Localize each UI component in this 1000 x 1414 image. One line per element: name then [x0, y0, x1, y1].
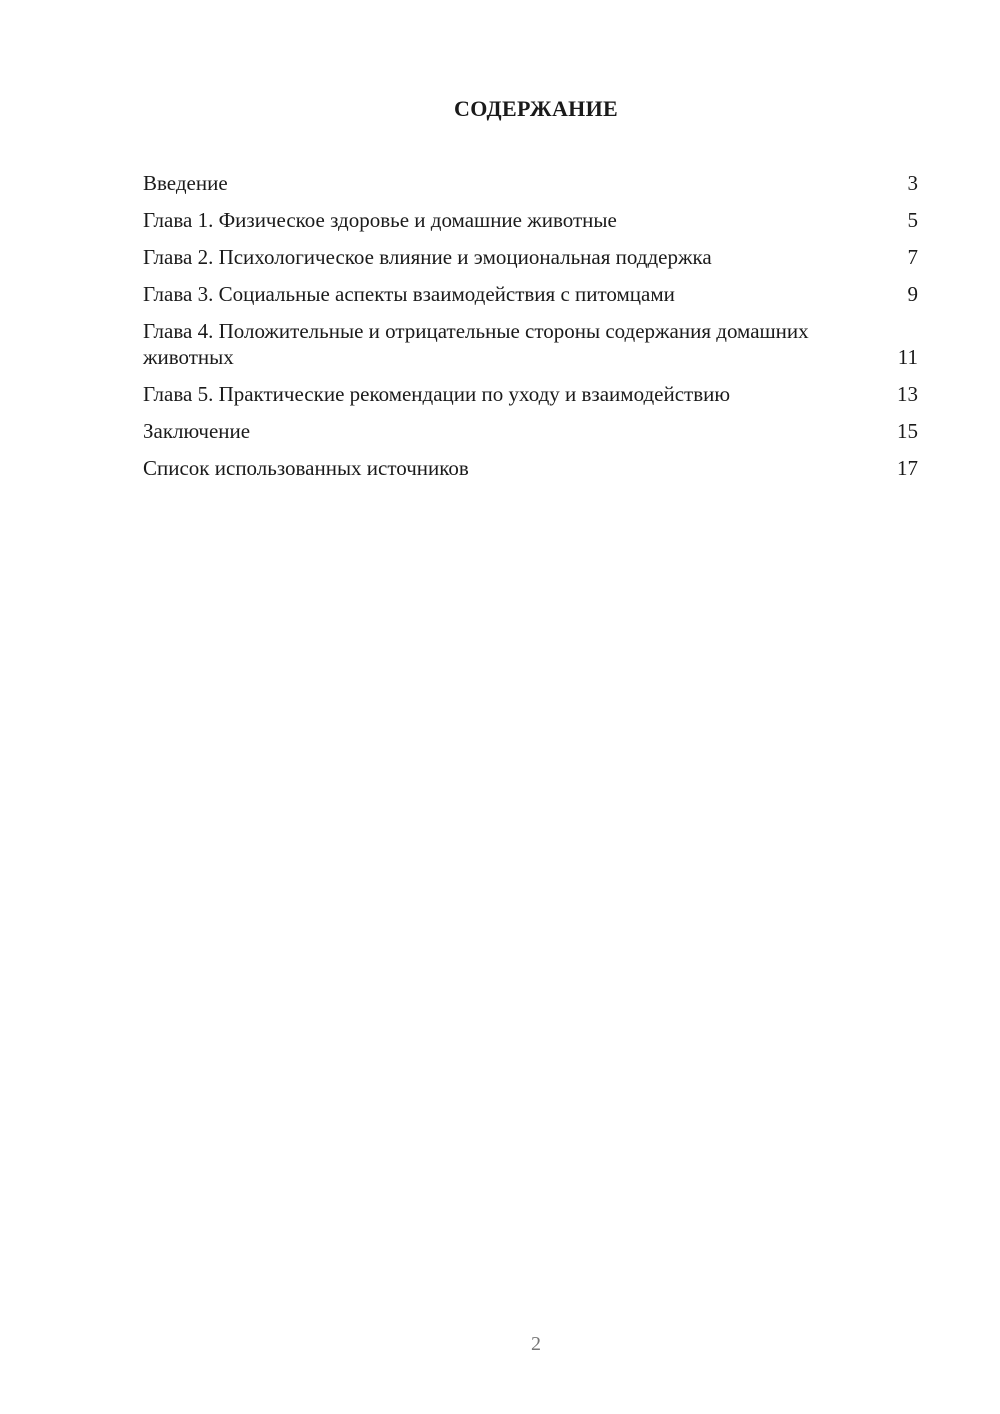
toc-entry-page: 9 [907, 282, 918, 306]
toc-entry-title: Введение [143, 171, 228, 195]
toc-entry-page: 7 [907, 245, 918, 269]
toc-entry-page: 17 [897, 456, 918, 480]
toc-title: СОДЕРЖАНИЕ [454, 96, 618, 121]
toc-entry-title: Список использованных источников [143, 456, 469, 480]
toc-entry-title: Глава 5. Практические рекомендации по уходу и взаимодействию [143, 382, 731, 406]
toc-entry-page: 5 [907, 208, 918, 232]
toc-entry-title: Глава 4. Положительные и отрицательные стороны содержания домашних животных [143, 319, 809, 369]
toc-entry-page: 13 [897, 382, 918, 406]
toc-entry[interactable] [143, 381, 918, 407]
toc-entry-title: Глава 2. Психологическое влияние и эмоциональная поддержка [143, 245, 712, 269]
toc-entry-title: Глава 3. Социальные аспекты взаимодействия с питомцами [143, 282, 675, 306]
toc-entry-page: 11 [897, 345, 918, 369]
toc-entry-title: Заключение [143, 419, 251, 443]
toc-entry[interactable] [143, 207, 918, 233]
toc-entry-title: Глава 1. Физическое здоровье и домашние животные [143, 208, 617, 232]
toc-entry-page: 15 [897, 419, 918, 443]
toc-entry-page: 3 [907, 171, 918, 195]
page-number: 2 [531, 1333, 541, 1355]
toc-entry[interactable] [143, 455, 918, 481]
table-of-contents [143, 170, 918, 492]
toc-entry[interactable] [143, 318, 918, 370]
toc-entry[interactable] [143, 170, 918, 196]
toc-entry[interactable] [143, 281, 918, 307]
toc-entry[interactable] [143, 244, 918, 270]
toc-entry[interactable] [143, 418, 918, 444]
